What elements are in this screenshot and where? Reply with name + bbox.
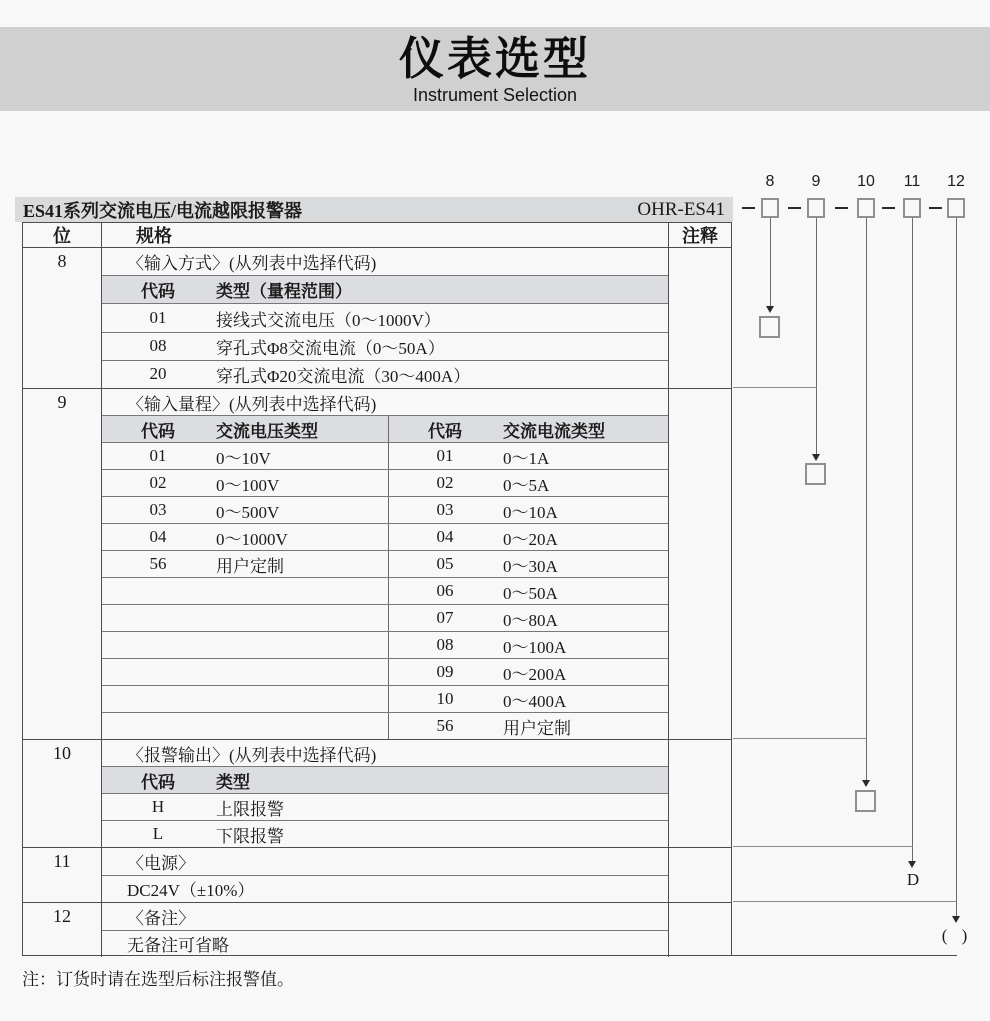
table-row: [102, 686, 668, 713]
remark-code: ( ): [941, 926, 973, 945]
connector-line-9: [733, 387, 817, 388]
type-cell: 0～20A: [503, 529, 558, 549]
dash-separator: [742, 207, 755, 209]
drop-line-10: [866, 218, 867, 780]
type-cell: 0～100A: [503, 637, 567, 657]
code-cell: H: [151, 797, 165, 816]
code-cell: 09: [436, 662, 454, 681]
section-power-supply: [23, 847, 731, 902]
pos-number: 12: [23, 903, 102, 957]
dash-separator: [882, 207, 895, 209]
type-cell: 0～50A: [503, 583, 558, 603]
sub-header-row: [102, 276, 668, 304]
arrow-down-icon: [908, 861, 916, 868]
type-cell: 0～1000V: [216, 529, 288, 549]
code-cell: 07: [436, 608, 454, 627]
type-cell: 上限报警: [216, 799, 284, 819]
code-cell: 20: [149, 364, 167, 384]
type-cell: 0～1A: [503, 448, 550, 468]
pos-number: 9: [23, 389, 102, 739]
connector-line-12: [733, 901, 957, 902]
model-prefix: OHR-ES41: [637, 198, 725, 220]
table-row: [102, 443, 668, 470]
col-header-note: 注释: [682, 226, 718, 246]
arrow-down-icon: [952, 916, 960, 923]
sub-header-code: 代码: [141, 282, 175, 302]
arrow-down-icon: [862, 780, 870, 787]
arrow-down-icon: [812, 454, 820, 461]
type-cell: 0～80A: [503, 610, 558, 630]
sub-header-code: 代码: [428, 421, 462, 441]
sub-header-row: [102, 767, 668, 794]
drop-line-9: [816, 218, 817, 454]
type-cell: 0～200A: [503, 664, 567, 684]
type-cell: 穿孔式Φ20交流电流（30～400A）: [216, 366, 471, 386]
order-code-box-12: [947, 198, 965, 218]
note-cell: [669, 903, 731, 957]
sub-header-code: 代码: [141, 421, 175, 441]
code-cell: 56: [149, 554, 167, 573]
sub-header-type: 交流电流类型: [503, 421, 605, 441]
table-row: [102, 794, 668, 821]
code-cell: 02: [436, 473, 454, 492]
arrow-down-icon: [766, 306, 774, 313]
table-row: [102, 333, 668, 361]
code-cell: L: [152, 824, 164, 843]
page-subtitle: Instrument Selection: [412, 84, 578, 105]
table-row: 无备注可省略: [127, 936, 229, 956]
digit-label-10: 10: [857, 173, 875, 190]
section-input-range: [23, 388, 731, 739]
table-row: [102, 578, 668, 605]
sub-header-type: 交流电压类型: [216, 421, 318, 441]
section-input-mode: [23, 248, 731, 388]
pos-number: 8: [23, 248, 102, 388]
target-box-8: [759, 316, 780, 338]
dash-separator: [929, 207, 942, 209]
code-cell: 01: [436, 446, 454, 465]
table-row: [102, 551, 668, 578]
page-title: 仪表选型: [398, 33, 591, 84]
order-code-box-8: [761, 198, 779, 218]
table-header-row: [23, 223, 731, 248]
col-header-pos: 位: [23, 223, 102, 247]
target-box-10: [855, 790, 876, 812]
target-box-9: [805, 463, 826, 485]
order-code-box-10: [857, 198, 875, 218]
series-title-bar: [15, 197, 733, 222]
code-cell: 04: [149, 527, 167, 546]
table-row: [102, 470, 668, 497]
footnote: 注：订货时请在选型后标注报警值。: [22, 970, 294, 989]
order-code-box-11: [903, 198, 921, 218]
table-bottom-extension: [732, 955, 957, 956]
table-row: [102, 497, 668, 524]
type-cell: 下限报警: [216, 826, 284, 846]
type-cell: 0～100V: [216, 475, 280, 495]
connector-line-11: [733, 846, 913, 847]
drop-line-11: [912, 218, 913, 861]
sub-header-type: 类型: [216, 772, 250, 792]
code-cell: 56: [436, 716, 454, 735]
type-cell: 0～10A: [503, 502, 558, 522]
pos-number: 10: [23, 740, 102, 847]
drop-line-12: [956, 218, 957, 916]
type-cell: 0～500V: [216, 502, 280, 522]
type-cell: 0～10V: [216, 448, 271, 468]
table-row: [102, 304, 668, 332]
digit-label-12: 12: [947, 173, 965, 190]
drop-line-8: [770, 218, 771, 306]
page-banner: [0, 27, 990, 111]
type-cell: 接线式交流电压（0～1000V）: [216, 310, 441, 330]
col-header-spec: 规格: [102, 223, 669, 247]
selection-table: [22, 222, 732, 956]
note-cell: [669, 848, 731, 902]
connector-line-10: [733, 738, 867, 739]
digit-label-9: 9: [811, 173, 821, 190]
series-title: ES41系列交流电压/电流越限报警器: [23, 200, 303, 221]
section-remark: [23, 902, 731, 957]
table-row: [102, 713, 668, 739]
section-alarm-output: [23, 739, 731, 847]
sub-header-type: 类型（量程范围）: [216, 282, 352, 302]
type-cell: 0～30A: [503, 556, 558, 576]
power-code: D: [906, 870, 920, 889]
table-row: [102, 659, 668, 686]
pos-number: 11: [23, 848, 102, 902]
note-cell: [669, 740, 731, 847]
table-row: [102, 605, 668, 632]
table-row: [102, 632, 668, 659]
code-cell: 02: [149, 473, 167, 492]
dash-separator: [835, 207, 848, 209]
code-cell: 04: [436, 527, 454, 546]
code-cell: 08: [149, 336, 167, 356]
table-row: [102, 361, 668, 388]
digit-label-8: 8: [765, 173, 775, 190]
table-row: [102, 524, 668, 551]
type-cell: 用户定制: [503, 718, 571, 738]
table-row: [102, 821, 668, 847]
code-cell: 03: [436, 500, 454, 519]
sub-header-code: 代码: [141, 772, 175, 792]
section-label: 〈输入量程〉(从列表中选择代码): [102, 389, 668, 416]
type-cell: 0～5A: [503, 475, 550, 495]
digit-label-11: 11: [903, 173, 921, 190]
code-cell: 06: [436, 581, 454, 600]
type-cell: 用户定制: [216, 556, 284, 576]
sub-header-row: [102, 416, 668, 443]
dash-separator: [788, 207, 801, 209]
order-code-box-9: [807, 198, 825, 218]
section-label: 〈输入方式〉(从列表中选择代码): [102, 248, 668, 276]
note-cell: [669, 389, 731, 739]
code-cell: 03: [149, 500, 167, 519]
code-cell: 08: [436, 635, 454, 654]
section-label: 〈备注〉: [102, 903, 668, 931]
section-label: 〈报警输出〉(从列表中选择代码): [102, 740, 668, 767]
type-cell: 穿孔式Φ8交流电流（0～50A）: [216, 338, 445, 358]
code-cell: 01: [149, 446, 167, 465]
code-cell: 05: [436, 554, 454, 573]
table-row: DC24V（±10%）: [127, 881, 255, 901]
note-cell: [669, 248, 731, 388]
code-cell: 01: [149, 308, 167, 327]
section-label: 〈电源〉: [102, 848, 668, 876]
type-cell: 0～400A: [503, 691, 567, 711]
code-cell: 10: [436, 689, 454, 708]
